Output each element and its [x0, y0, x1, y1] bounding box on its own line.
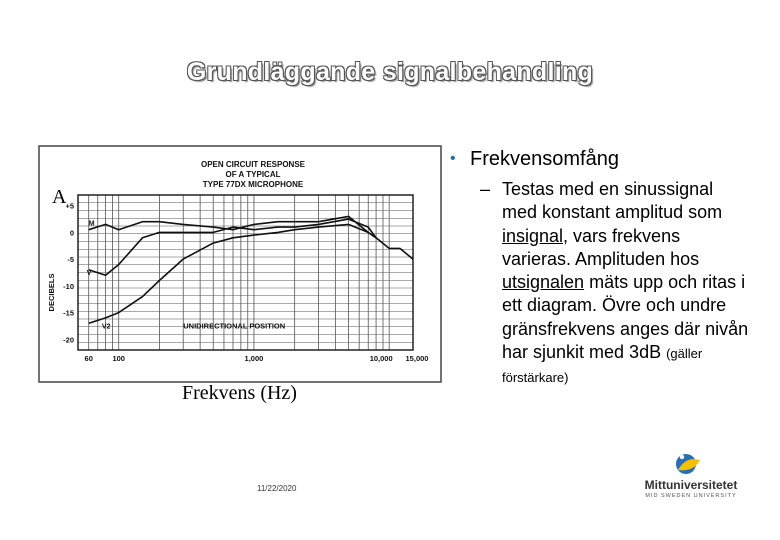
- sub-bullet-text: [502, 178, 752, 390]
- x-tick-label: 100: [112, 354, 125, 363]
- bullet-text: Frekvensomfång: [470, 148, 619, 170]
- slide-title: Grundläggande signalbehandling: [186, 58, 594, 86]
- x-tick-label: 15,000: [405, 354, 429, 363]
- x-axis-label: Frekvens (Hz): [182, 382, 297, 404]
- y-tick-label: -15: [63, 308, 74, 318]
- sub-text-part-1: Testas med en sinussignal med konstant amplitud som: [502, 179, 723, 223]
- y-tick-label: 0: [69, 228, 74, 238]
- logo-name: Mittuniversitetet: [644, 478, 738, 492]
- term-utsignalen: utsignalen: [502, 272, 585, 293]
- sub-text-note: (gäller förstärkare): [502, 346, 703, 386]
- bullet-dot-icon: •: [450, 150, 456, 167]
- curve-label: V2: [101, 323, 111, 331]
- term-insignal: insignal: [502, 225, 564, 246]
- frequency-response-figure: [38, 145, 442, 383]
- dash-icon: –: [480, 179, 491, 199]
- bullet-item: [450, 146, 770, 172]
- university-logo: [626, 450, 756, 502]
- frequency-response-chart: [38, 145, 442, 383]
- sub-text-part-2: , vars frekvens varieras. Amplituden hos: [502, 225, 700, 269]
- y-tick-label: -5: [67, 255, 74, 265]
- curve-label: M: [88, 220, 95, 228]
- x-tick-label: 60: [84, 354, 93, 363]
- x-tick-label: 10,000: [369, 354, 393, 363]
- logo-subtitle: MID SWEDEN UNIVERSITY: [645, 493, 737, 499]
- bullet-list: [450, 146, 770, 390]
- logo-mark-icon: [626, 450, 756, 480]
- slide-date: 11/22/2020: [257, 484, 297, 493]
- x-tick-label: 1,000: [244, 354, 264, 363]
- chart-title-line: OPEN CIRCUIT RESPONSE: [200, 160, 306, 169]
- sub-bullet-item: [480, 178, 770, 390]
- y-axis-label: A: [52, 186, 67, 208]
- decibels-label: DECIBELS: [47, 273, 56, 312]
- position-label: UNIDIRECTIONAL POSITION: [183, 321, 286, 331]
- sub-text-part-3: mäts upp och ritas i ett diagram. Övre och undre gränsfrekvens anges där nivån har sjunkit med 3dB: [502, 272, 749, 363]
- y-tick-label: -10: [63, 281, 74, 291]
- y-tick-label: +5: [65, 201, 74, 211]
- chart-title-line: OF A TYPICAL: [225, 170, 281, 179]
- y-tick-label: -20: [63, 335, 74, 345]
- curve-label: V: [86, 270, 92, 278]
- chart-title-line: TYPE 77DX MICROPHONE: [202, 180, 304, 189]
